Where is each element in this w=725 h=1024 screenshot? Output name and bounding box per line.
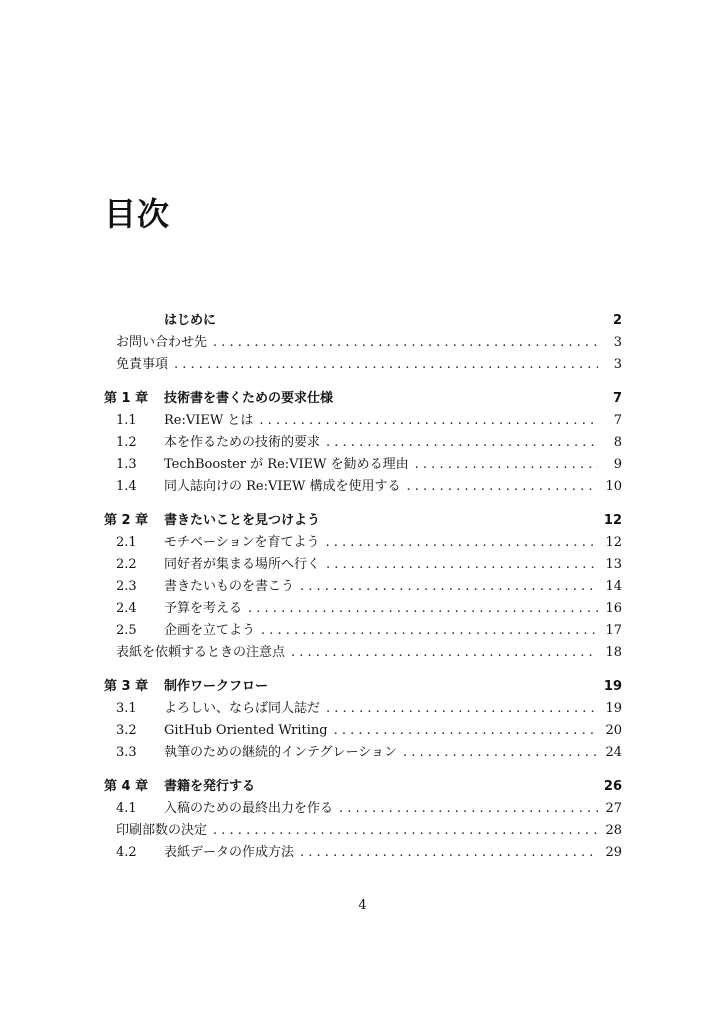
- toc-section-entry[interactable]: [104, 598, 622, 620]
- toc-leader-dots: [325, 532, 598, 554]
- toc-entry-label: 予算を考える: [164, 601, 243, 616]
- toc-entry-number: 2.1: [116, 535, 137, 550]
- toc-leader-dots: [248, 598, 598, 620]
- toc-entry-number: 3.3: [116, 745, 137, 760]
- toc-entry-label: 企画を立てよう: [164, 623, 256, 638]
- toc-entry-number: 4.2: [116, 845, 137, 860]
- toc-entry-label: 表紙データの作成方法: [164, 845, 295, 860]
- toc-entry-page: 12: [603, 513, 622, 528]
- toc-section-entry[interactable]: [104, 476, 622, 498]
- toc-leader-dots: [403, 742, 598, 764]
- toc-entry-page: 28: [605, 823, 622, 838]
- toc-entry-label: GitHub Oriented Writing: [164, 723, 328, 738]
- toc-entry-label: Re:VIEW とは: [164, 413, 254, 428]
- toc-section-entry[interactable]: [104, 642, 622, 664]
- toc-entry-page: 7: [612, 391, 622, 406]
- toc-entry-number: 2.5: [116, 623, 137, 638]
- toc-entry-page: 3: [613, 335, 622, 350]
- toc-section-entry[interactable]: [104, 576, 622, 598]
- toc-entry-page: 24: [605, 745, 622, 760]
- toc-entry-label: 本を作るための技術的要求: [164, 435, 321, 450]
- page-title: 目次: [104, 195, 171, 233]
- toc-leader-dots: [339, 798, 598, 820]
- toc-entry-page: 10: [605, 479, 622, 494]
- toc-leader-dots: [326, 698, 598, 720]
- toc-entry-number: 第 3 章: [104, 679, 149, 694]
- toc-entry-number: 4.1: [116, 801, 137, 816]
- toc-entry-page: 20: [605, 723, 622, 738]
- toc-entry-number: 2.2: [116, 557, 137, 572]
- toc-section-entry[interactable]: [104, 454, 622, 476]
- toc-entry-page: 29: [605, 845, 622, 860]
- toc-section-entry[interactable]: [104, 620, 622, 642]
- toc-entry-page: 27: [605, 801, 622, 816]
- toc-entry-number: 3.1: [116, 701, 137, 716]
- toc-entry-label: 書きたいことを見つけよう: [164, 513, 321, 528]
- toc-entry-number: 1.3: [116, 457, 137, 472]
- toc-leader-dots: [300, 576, 598, 598]
- toc-leader-dots: [326, 554, 598, 576]
- toc-entry-page: 17: [605, 623, 622, 638]
- toc-entry-page: 8: [613, 435, 622, 450]
- toc-entry-page: 3: [613, 357, 622, 372]
- toc-section-entry[interactable]: [104, 532, 622, 554]
- toc-entry-page: 19: [605, 701, 622, 716]
- table-of-contents: [104, 310, 622, 864]
- toc-entry-label: はじめに: [164, 313, 217, 328]
- toc-chapter-entry[interactable]: [104, 676, 622, 698]
- toc-entry-label: 書籍を発行する: [164, 779, 256, 794]
- toc-entry-number: 1.2: [116, 435, 137, 450]
- toc-section-entry[interactable]: [104, 432, 622, 454]
- toc-entry-page: 16: [605, 601, 622, 616]
- toc-entry-label: 執筆のための継続的インテグレーション: [164, 745, 397, 760]
- toc-leader-dots: [407, 476, 598, 498]
- toc-entry-page: 2: [612, 313, 622, 328]
- toc-leader-dots: [415, 454, 598, 476]
- toc-entry-page: 13: [605, 557, 622, 572]
- toc-entry-label: 同好者が集まる場所へ行く: [164, 557, 321, 572]
- toc-leader-dots: [261, 620, 598, 642]
- toc-leader-dots: [174, 354, 598, 376]
- toc-leader-dots: [259, 410, 598, 432]
- toc-entry-page: 26: [603, 779, 622, 794]
- toc-section-entry[interactable]: [104, 742, 622, 764]
- toc-entry-number: 3.2: [116, 723, 137, 738]
- toc-entry-label: 表紙を依頼するときの注意点: [116, 645, 286, 660]
- toc-entry-page: 7: [613, 413, 622, 428]
- toc-section-entry[interactable]: [104, 798, 622, 820]
- toc-entry-label: 技術書を書くための要求仕様: [164, 391, 334, 406]
- toc-section-entry[interactable]: [104, 720, 622, 742]
- toc-entry-label: お問い合わせ先: [116, 335, 208, 350]
- toc-section-entry[interactable]: [104, 698, 622, 720]
- toc-leader-dots: [334, 720, 598, 742]
- toc-chapter-entry[interactable]: [104, 388, 622, 410]
- toc-entry-number: 第 4 章: [104, 779, 149, 794]
- toc-leader-dots: [213, 820, 598, 842]
- toc-entry-label: モチベーションを育てよう: [164, 535, 320, 550]
- toc-section-entry[interactable]: [104, 410, 622, 432]
- toc-entry-label: よろしい、ならば同人誌だ: [164, 701, 321, 716]
- toc-entry-page: 12: [605, 535, 622, 550]
- toc-entry-page: 19: [603, 679, 622, 694]
- toc-chapter-entry[interactable]: [104, 510, 622, 532]
- toc-section-entry[interactable]: [104, 842, 622, 864]
- toc-section-entry[interactable]: [104, 554, 622, 576]
- toc-entry-label: 制作ワークフロー: [164, 679, 269, 694]
- toc-leader-dots: [291, 642, 598, 664]
- toc-entry-page: 18: [605, 645, 622, 660]
- toc-entry-page: 14: [605, 579, 622, 594]
- page-number: 4: [358, 898, 367, 913]
- toc-entry-number: 1.1: [116, 413, 137, 428]
- toc-entry-number: 第 1 章: [104, 391, 149, 406]
- toc-entry-number: 1.4: [116, 479, 137, 494]
- toc-entry-label: 入稿のための最終出力を作る: [164, 801, 334, 816]
- toc-section-entry[interactable]: [104, 332, 622, 354]
- toc-entry-label: 免責事項: [116, 357, 169, 372]
- toc-chapter-entry[interactable]: [104, 310, 622, 332]
- toc-entry-label: 同人誌向けの Re:VIEW 構成を使用する: [164, 479, 401, 494]
- toc-section-entry[interactable]: [104, 354, 622, 376]
- toc-entry-label: 印刷部数の決定: [116, 823, 208, 838]
- toc-section-entry[interactable]: [104, 820, 622, 842]
- toc-entry-label: TechBooster が Re:VIEW を勧める理由: [164, 457, 409, 472]
- toc-entry-number: 2.3: [116, 579, 137, 594]
- toc-entry-page: 9: [613, 457, 622, 472]
- toc-chapter-entry[interactable]: [104, 776, 622, 798]
- toc-leader-dots: [213, 332, 598, 354]
- toc-leader-dots: [300, 842, 598, 864]
- toc-entry-number: 2.4: [116, 601, 137, 616]
- toc-entry-number: 第 2 章: [104, 513, 149, 528]
- toc-leader-dots: [326, 432, 598, 454]
- toc-entry-label: 書きたいものを書こう: [164, 579, 295, 594]
